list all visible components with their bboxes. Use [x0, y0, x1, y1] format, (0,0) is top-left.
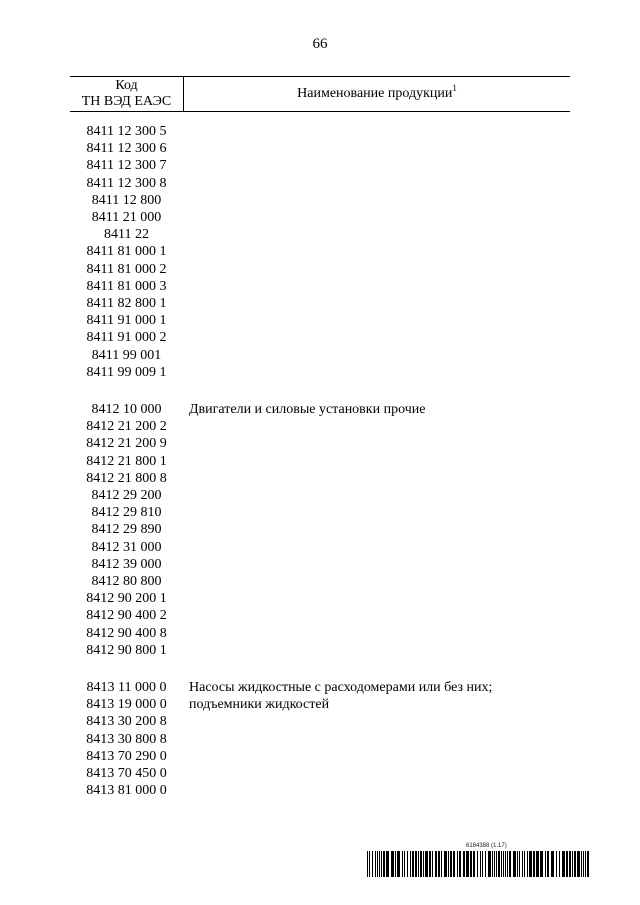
code-entry: 8411 81 000 1: [86, 244, 167, 260]
code-entry: 8413 19 000 0: [86, 697, 167, 713]
table-top-rule: [70, 76, 570, 77]
product-description-8413: [189, 679, 569, 713]
product-description-8412: [189, 401, 569, 418]
name-column-header: [184, 83, 570, 102]
code-entry: 8412 10 000: [91, 402, 162, 417]
page-number: 66: [312, 36, 328, 52]
code-entry: 8411 99 001: [91, 347, 162, 363]
code-entry: 8411 12 300 8: [86, 175, 167, 191]
footnote-marker: 1: [452, 83, 457, 93]
code-entry: 8412 29 200: [91, 488, 162, 504]
code-entry: 8413 11 000 0: [86, 680, 167, 695]
code-entry: 8411 12 300 7: [86, 158, 167, 174]
code-entry: 8411 12 300 6: [86, 141, 167, 157]
code-entry: 8412 21 800 1: [86, 453, 167, 469]
code-entry: 8412 29 890: [91, 522, 162, 538]
code-entry: 8411 21 000: [91, 210, 162, 226]
description-line: Двигатели и силовые установки прочие: [189, 402, 426, 417]
code-entry: 8412 21 200 2: [86, 419, 167, 435]
code-entry: 8411 81 000 2: [86, 261, 167, 277]
code-entry: 8412 90 400 2: [86, 608, 167, 624]
code-header-line2: ТН ВЭД ЕАЭС: [81, 94, 172, 109]
code-entry: 8412 21 800 8: [86, 470, 167, 486]
code-entry: 8411 12 300 5: [86, 124, 167, 139]
code-entry: 8411 91 000 2: [86, 330, 167, 346]
code-entry: 8413 30 200 8: [86, 714, 167, 730]
code-entry: 8411 91 000 1: [86, 313, 167, 329]
code-entry: 8411 99 009 1: [86, 364, 167, 380]
code-group-8411: [70, 123, 183, 381]
description-line: Насосы жидкостные с расходомерами или без них;: [189, 680, 493, 695]
code-entry: 8411 81 000 3: [86, 278, 167, 294]
table-header-bottom-rule: [70, 111, 570, 112]
document-stamp: 6184388 (1.17): [466, 843, 507, 849]
code-entry: 8411 22: [104, 227, 149, 243]
name-header-label: Наименование продукции: [297, 86, 453, 101]
code-header-line1: Код: [115, 78, 138, 93]
code-column-header: [70, 78, 183, 110]
code-entry: 8413 70 450 0: [86, 766, 167, 782]
code-entry: 8411 82 800 1: [86, 296, 167, 312]
code-entry: 8412 90 200 1: [86, 591, 167, 607]
code-entry: 8412 39 000: [91, 556, 162, 572]
code-entry: 8412 80 800: [91, 574, 162, 590]
description-line: подъемники жидкостей: [189, 697, 330, 713]
code-entry: 8412 29 810: [91, 505, 162, 521]
code-group-8413: [70, 679, 183, 799]
code-entry: 8413 81 000 0: [86, 783, 167, 799]
code-group-8412: [70, 401, 183, 659]
code-entry: 8411 12 800: [91, 192, 162, 208]
code-entry: 8412 21 200 9: [86, 436, 167, 452]
code-entry: 8413 70 290 0: [86, 748, 167, 764]
code-entry: 8412 90 400 8: [86, 625, 167, 641]
barcode-image: [367, 851, 589, 877]
code-entry: 8413 30 800 8: [86, 731, 167, 747]
code-entry: 8412 31 000: [91, 539, 162, 555]
code-entry: 8412 90 800 1: [86, 642, 167, 658]
